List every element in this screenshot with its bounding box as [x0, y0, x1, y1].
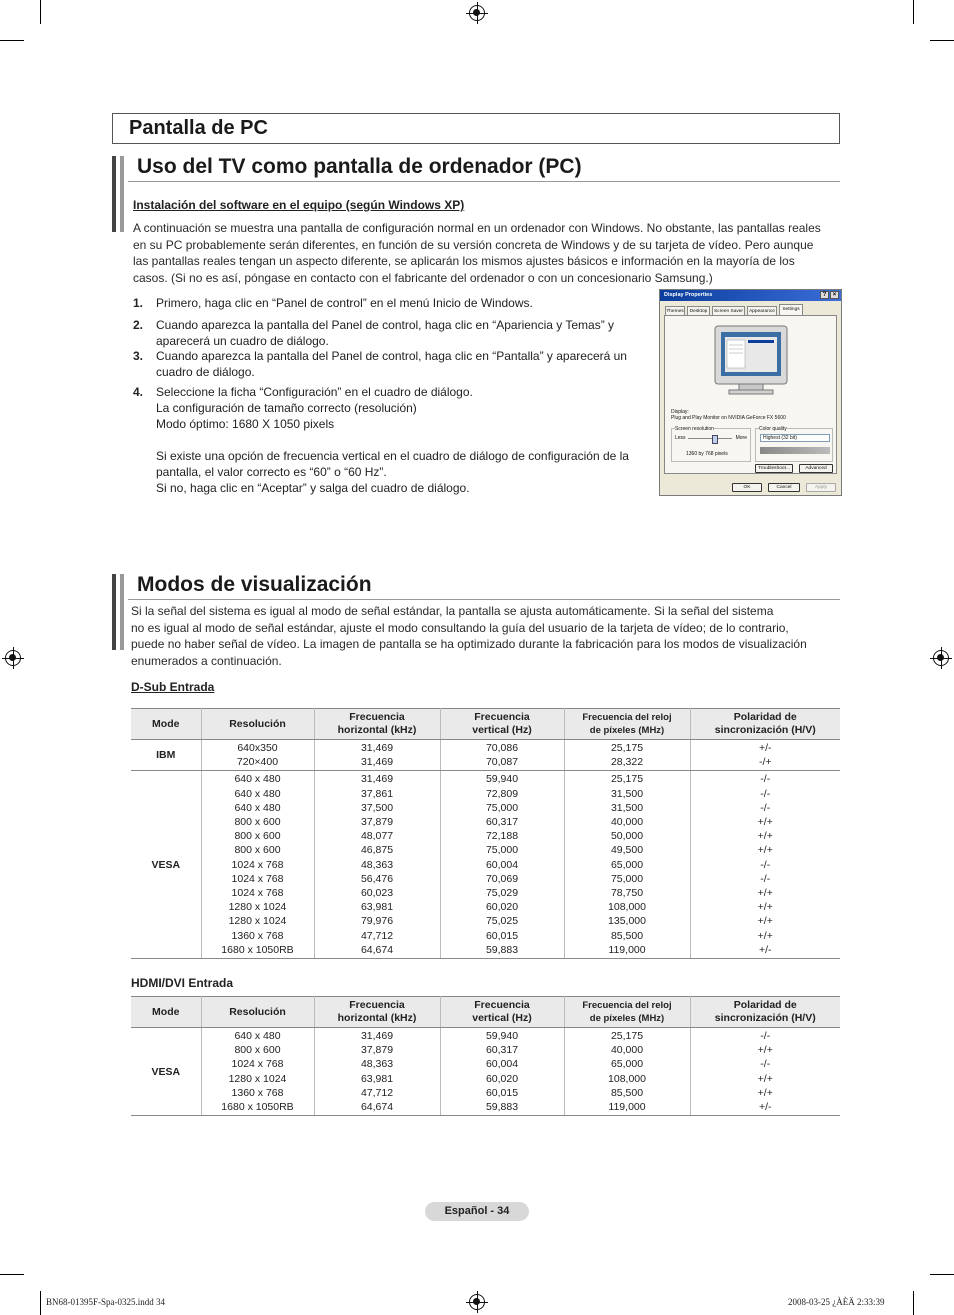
- step-number: 2.: [133, 318, 144, 332]
- cell-value: 47,712: [360, 1086, 394, 1099]
- cell-value: 75,000: [485, 844, 519, 857]
- table-row: [131, 740, 840, 771]
- header-pixclk-line: Frecuencia del reloj: [582, 1000, 672, 1011]
- header-pixclk: [564, 709, 690, 740]
- cell-value: +/+: [757, 1072, 773, 1085]
- help-icon[interactable]: ?: [820, 291, 829, 299]
- cell-value: +/+: [757, 1044, 773, 1057]
- header-resolution: Resolución: [201, 997, 314, 1028]
- value-cell: [314, 1028, 440, 1116]
- cell-value: 60,020: [485, 1072, 519, 1085]
- step-line: Cuando aparezca la pantalla del Panel de control, haga clic en “Pantalla” y aparecerá un: [156, 349, 627, 363]
- chapter-title: Pantalla de PC: [129, 117, 268, 139]
- more-label: More: [735, 435, 747, 441]
- cell-value: 75,029: [485, 887, 519, 900]
- cell-value: 50,000: [610, 830, 644, 843]
- resolution-label: Screen resolution: [675, 426, 714, 432]
- cell-value: 60,317: [485, 816, 519, 829]
- cell-value: 31,469: [360, 1030, 394, 1042]
- step-item: [133, 295, 653, 311]
- crop-mark: [913, 1291, 914, 1315]
- header-pixclk-line: de píxeles (MHz): [589, 725, 665, 736]
- step-number: 3.: [133, 349, 144, 363]
- registration-mark-icon: [5, 650, 21, 666]
- cell-value: 85,500: [610, 1086, 644, 1099]
- cell-value: 1280 x 1024: [228, 901, 287, 914]
- cell-value: 48,363: [360, 1058, 394, 1071]
- value-cell: [440, 771, 564, 959]
- step-text: [156, 384, 653, 496]
- cell-value: 640 x 480: [234, 773, 281, 786]
- cell-value: 46,875: [360, 844, 394, 857]
- color-value: Highest (32 bit): [763, 435, 797, 441]
- hdmi-table: [131, 996, 840, 1116]
- color-select[interactable]: [760, 434, 830, 442]
- cell-value: 48,363: [360, 858, 394, 871]
- cell-value: +/-: [758, 742, 772, 754]
- intro-paragraph: [131, 603, 843, 669]
- paragraph-line: puede no haber señal de vídeo. La imagen de pantalla se ha optimizado durante la fabricación para los modos de visualización: [131, 637, 807, 651]
- cell-value: -/+: [758, 756, 772, 769]
- step-line: Seleccione la ficha “Configuración” en el cuadro de diálogo.: [156, 385, 473, 399]
- cell-value: 1024 x 768: [231, 872, 284, 885]
- header-resolution: Resolución: [201, 709, 314, 740]
- table-row: [131, 771, 840, 959]
- cell-value: 1024 x 768: [231, 1058, 284, 1071]
- section-bar: [112, 156, 124, 232]
- cell-value: 75,000: [610, 872, 644, 885]
- header-pixclk-line: de píxeles (MHz): [589, 1013, 665, 1024]
- crop-mark: [913, 0, 914, 24]
- monitor-icon: [665, 320, 838, 400]
- mode-cell: VESA: [131, 1028, 201, 1116]
- apply-button[interactable]: Apply: [806, 483, 836, 492]
- tab-screen-saver[interactable]: Screen Saver: [712, 306, 745, 315]
- slider-handle[interactable]: [712, 435, 718, 444]
- header-polarity: [690, 997, 840, 1028]
- registration-mark-icon: [469, 5, 485, 21]
- hdmi-label: HDMI/DVI Entrada: [131, 976, 234, 990]
- paragraph-line: en su PC probablemente serán diferentes, en función de su versión concreta de Windows y de su tarjeta de vídeo. Pero aunque: [133, 237, 814, 252]
- cell-value: 800 x 600: [234, 830, 281, 843]
- cell-value: +/+: [757, 816, 773, 829]
- section-rule: [128, 599, 840, 600]
- step-line: Si no, haga clic en “Aceptar” y salga del cuadro de diálogo.: [156, 481, 470, 495]
- cell-value: 119,000: [608, 1101, 646, 1114]
- header-pixclk: [564, 997, 690, 1028]
- dsub-table: [131, 708, 840, 959]
- cell-value: 25,175: [610, 773, 644, 786]
- cell-value: 65,000: [610, 858, 644, 871]
- crop-mark: [930, 40, 954, 41]
- cell-value: 72,809: [485, 787, 519, 800]
- page-number: Español - 34: [425, 1202, 529, 1221]
- step-line: [156, 432, 653, 448]
- cell-value: 28,322: [610, 756, 644, 769]
- step-line: Si existe una opción de frecuencia vertical en el cuadro de diálogo de configuración de la: [156, 449, 629, 463]
- cell-value: 1280 x 1024: [228, 1072, 287, 1085]
- section-title: Uso del TV como pantalla de ordenador (PC): [137, 155, 582, 178]
- color-group: [755, 428, 833, 462]
- cell-value: 135,000: [608, 915, 646, 928]
- cell-value: -/-: [760, 858, 771, 871]
- steps-list: [133, 295, 653, 500]
- paragraph-line: enumerados a continuación.: [131, 653, 282, 668]
- tab-themes[interactable]: Themes: [665, 306, 685, 315]
- value-cell: [201, 771, 314, 959]
- cell-value: 70,086: [485, 742, 519, 754]
- mode-cell: IBM: [131, 740, 201, 771]
- step-number: 4.: [133, 385, 144, 399]
- step-line: La configuración de tamaño correcto (resolución): [156, 401, 417, 415]
- resolution-group: [671, 428, 751, 462]
- cell-value: +/-: [758, 943, 772, 956]
- cell-value: 47,712: [360, 929, 394, 942]
- cell-value: 800 x 600: [234, 1044, 281, 1057]
- cell-value: 1280 x 1024: [228, 915, 287, 928]
- cell-value: 60,023: [360, 887, 394, 900]
- registration-mark-icon: [933, 650, 949, 666]
- cell-value: -/-: [760, 773, 771, 786]
- cell-value: 79,976: [360, 915, 394, 928]
- ok-button[interactable]: OK: [732, 483, 762, 492]
- cell-value: 70,087: [485, 756, 519, 769]
- cell-value: 1680 x 1050RB: [221, 943, 294, 956]
- cell-value: 64,674: [360, 943, 394, 956]
- crop-mark: [0, 40, 24, 41]
- cell-value: 70,069: [485, 872, 519, 885]
- slug-right: 2008-03-25 ¿ÀÈÄ 2:33:39: [788, 1297, 885, 1307]
- dsub-label: D-Sub Entrada: [131, 680, 215, 694]
- header-vfreq: [440, 997, 564, 1028]
- cell-value: 64,674: [360, 1101, 394, 1114]
- cell-value: 1680 x 1050RB: [221, 1101, 294, 1114]
- cell-value: 65,000: [610, 1058, 644, 1071]
- cell-value: +/+: [757, 844, 773, 857]
- step-number: 1.: [133, 296, 144, 310]
- cell-value: 108,000: [608, 1072, 646, 1085]
- cell-value: 25,175: [610, 742, 644, 754]
- mode-cell: VESA: [131, 771, 201, 959]
- cell-value: 31,469: [360, 756, 394, 769]
- display-value: Plug and Play Monitor on NVIDIA GeForce FX 5600: [671, 415, 786, 421]
- cell-value: 640x350: [237, 742, 278, 754]
- cell-value: 37,879: [360, 816, 394, 829]
- step-text: [156, 317, 653, 349]
- header-vfreq-line: vertical (Hz): [472, 724, 532, 736]
- header-mode: Mode: [131, 997, 201, 1028]
- step-item: [133, 317, 653, 349]
- cell-value: 31,500: [610, 787, 644, 800]
- cell-value: +/-: [758, 1101, 772, 1114]
- display-properties-dialog: [659, 289, 842, 496]
- step-line: Modo óptimo: 1680 X 1050 pixels: [156, 417, 335, 431]
- dialog-title-bar: [660, 290, 841, 301]
- paragraph-line: A continuación se muestra una pantalla de configuración normal en un ordenador con Windows. No obstante, las pantallas reales: [133, 221, 821, 235]
- cell-value: -/-: [760, 872, 771, 885]
- cell-value: 40,000: [610, 1044, 644, 1057]
- cell-value: 108,000: [608, 901, 646, 914]
- header-polarity: [690, 709, 840, 740]
- troubleshoot-button[interactable]: Troubleshoot...: [755, 464, 793, 473]
- cell-value: 60,020: [485, 901, 519, 914]
- crop-mark: [40, 0, 41, 24]
- cell-value: 800 x 600: [234, 844, 281, 857]
- dialog-title: Display Properties: [664, 292, 713, 298]
- value-cell: [564, 740, 690, 771]
- cell-value: +/+: [757, 830, 773, 843]
- header-pixclk-line: Frecuencia del reloj: [582, 712, 672, 723]
- cell-value: 1024 x 768: [231, 858, 284, 871]
- cell-value: 720×400: [236, 756, 279, 769]
- header-vfreq-line: Frecuencia: [474, 999, 530, 1011]
- step-text: [156, 348, 653, 380]
- step-line: Cuando aparezca la pantalla del Panel de control, haga clic en “Apariencia y Temas” y: [156, 318, 615, 332]
- cell-value: 37,861: [360, 787, 394, 800]
- value-cell: [314, 740, 440, 771]
- value-cell: [564, 771, 690, 959]
- header-polarity-line: sincronización (H/V): [714, 1012, 816, 1024]
- section-rule: [128, 181, 840, 182]
- cell-value: 37,500: [360, 801, 394, 814]
- header-hfreq-line: Frecuencia: [349, 711, 405, 723]
- paragraph-line: Si la señal del sistema es igual al modo de señal estándar, la pantalla se ajusta automáticamente. Si la señal del sistema: [131, 604, 774, 618]
- cell-value: +/+: [757, 1086, 773, 1099]
- header-hfreq-line: Frecuencia: [349, 999, 405, 1011]
- advanced-button[interactable]: Advanced: [799, 464, 833, 473]
- cell-value: 56,476: [360, 872, 394, 885]
- cell-value: 49,500: [610, 844, 644, 857]
- cell-value: +/+: [757, 929, 773, 942]
- table-row: [131, 1028, 840, 1116]
- cell-value: 72,188: [485, 830, 519, 843]
- less-label: Less: [675, 435, 686, 441]
- header-hfreq: [314, 709, 440, 740]
- tab-desktop[interactable]: Desktop: [687, 306, 710, 315]
- cell-value: +/+: [757, 901, 773, 914]
- value-cell: [440, 1028, 564, 1116]
- display-label: Display:: [671, 409, 689, 415]
- crop-mark: [40, 1291, 41, 1315]
- step-line: cuadro de diálogo.: [156, 365, 255, 379]
- cell-value: 1360 x 768: [231, 1086, 284, 1099]
- cell-value: 59,883: [485, 1101, 519, 1114]
- crop-mark: [0, 1274, 24, 1275]
- cell-value: 31,469: [360, 773, 394, 786]
- value-cell: [690, 1028, 840, 1116]
- tab-appearance[interactable]: Appearance: [747, 306, 777, 315]
- step-line: aparecerá un cuadro de diálogo.: [156, 334, 329, 348]
- section-title: Modos de visualización: [137, 573, 372, 596]
- intro-paragraph: [133, 220, 845, 286]
- cell-value: 40,000: [610, 816, 644, 829]
- value-cell: [564, 1028, 690, 1116]
- paragraph-line: no es igual al modo de señal estándar, ajuste el modo consultando la guía del usuario de la tarjeta de vídeo; de lo contrario,: [131, 620, 789, 635]
- cell-value: 60,004: [485, 858, 519, 871]
- paragraph-line: las pantallas reales tengan un aspecto diferente, se aplicarán los mismos ajustes básicos e información en la mayoría de los: [133, 254, 795, 268]
- cell-value: 75,000: [485, 801, 519, 814]
- value-cell: [690, 771, 840, 959]
- cell-value: 1360 x 768: [231, 929, 284, 942]
- header-hfreq-line: horizontal (kHz): [337, 1012, 417, 1024]
- registration-mark-icon: [469, 1294, 485, 1310]
- cell-value: 31,500: [610, 801, 644, 814]
- color-label: Color quality: [759, 426, 787, 432]
- subheading: Instalación del software en el equipo (según Windows XP): [133, 198, 465, 212]
- cell-value: 85,500: [610, 929, 644, 942]
- color-bar: [760, 447, 830, 454]
- tab-settings[interactable]: Settings: [779, 304, 803, 315]
- cell-value: 1024 x 768: [231, 887, 284, 900]
- cell-value: 640 x 480: [234, 1030, 281, 1042]
- step-line: pantalla, el valor correcto es “60” o “60 Hz”.: [156, 465, 387, 479]
- slug-left: BN68-01395F-Spa-0325.indd 34: [46, 1297, 165, 1307]
- resolution-value: 1360 by 768 pixels: [686, 451, 728, 457]
- cell-value: +/+: [757, 887, 773, 900]
- step-line: Primero, haga clic en “Panel de control” en el menú Inicio de Windows.: [156, 296, 533, 310]
- value-cell: [201, 740, 314, 771]
- chapter-header: [112, 113, 840, 144]
- section-bar: [112, 574, 124, 650]
- header-polarity-line: Polaridad de: [733, 999, 797, 1011]
- cell-value: 800 x 600: [234, 816, 281, 829]
- cell-value: 75,025: [485, 915, 519, 928]
- header-vfreq-line: Frecuencia: [474, 711, 530, 723]
- value-cell: [440, 740, 564, 771]
- value-cell: [690, 740, 840, 771]
- cell-value: 63,981: [360, 1072, 394, 1085]
- cell-value: 37,879: [360, 1044, 394, 1057]
- header-vfreq-line: vertical (Hz): [472, 1012, 532, 1024]
- cell-value: 640 x 480: [234, 801, 281, 814]
- cell-value: 78,750: [610, 887, 644, 900]
- step-item: [133, 348, 653, 380]
- cell-value: -/-: [760, 787, 771, 800]
- header-hfreq-line: horizontal (kHz): [337, 724, 417, 736]
- value-cell: [314, 771, 440, 959]
- step-item: [133, 384, 653, 496]
- header-hfreq: [314, 997, 440, 1028]
- paragraph-line: casos. (Si no es así, póngase en contacto con el fabricante del ordenador o con un concesionario Samsung.): [133, 270, 713, 285]
- value-cell: [201, 1028, 314, 1116]
- cell-value: 31,469: [360, 742, 394, 754]
- header-vfreq: [440, 709, 564, 740]
- cell-value: -/-: [760, 1058, 771, 1071]
- cell-value: 640 x 480: [234, 787, 281, 800]
- cell-value: 60,015: [485, 929, 519, 942]
- cell-value: 60,317: [485, 1044, 519, 1057]
- header-mode: Mode: [131, 709, 201, 740]
- close-icon[interactable]: ×: [830, 291, 839, 299]
- cell-value: -/-: [760, 1030, 771, 1042]
- cell-value: 48,077: [360, 830, 394, 843]
- cell-value: 59,883: [485, 943, 519, 956]
- cell-value: 59,940: [485, 773, 519, 786]
- cell-value: 60,004: [485, 1058, 519, 1071]
- header-polarity-line: sincronización (H/V): [714, 724, 816, 736]
- cell-value: 60,015: [485, 1086, 519, 1099]
- header-polarity-line: Polaridad de: [733, 711, 797, 723]
- cell-value: -/-: [760, 801, 771, 814]
- cell-value: 25,175: [610, 1030, 644, 1042]
- cell-value: 63,981: [360, 901, 394, 914]
- step-text: [156, 295, 653, 311]
- cell-value: +/+: [757, 915, 773, 928]
- cell-value: 119,000: [608, 943, 646, 956]
- settings-panel: [664, 315, 837, 474]
- cancel-button[interactable]: Cancel: [768, 483, 800, 492]
- crop-mark: [930, 1274, 954, 1275]
- cell-value: 59,940: [485, 1030, 519, 1042]
- resolution-slider[interactable]: [688, 438, 732, 439]
